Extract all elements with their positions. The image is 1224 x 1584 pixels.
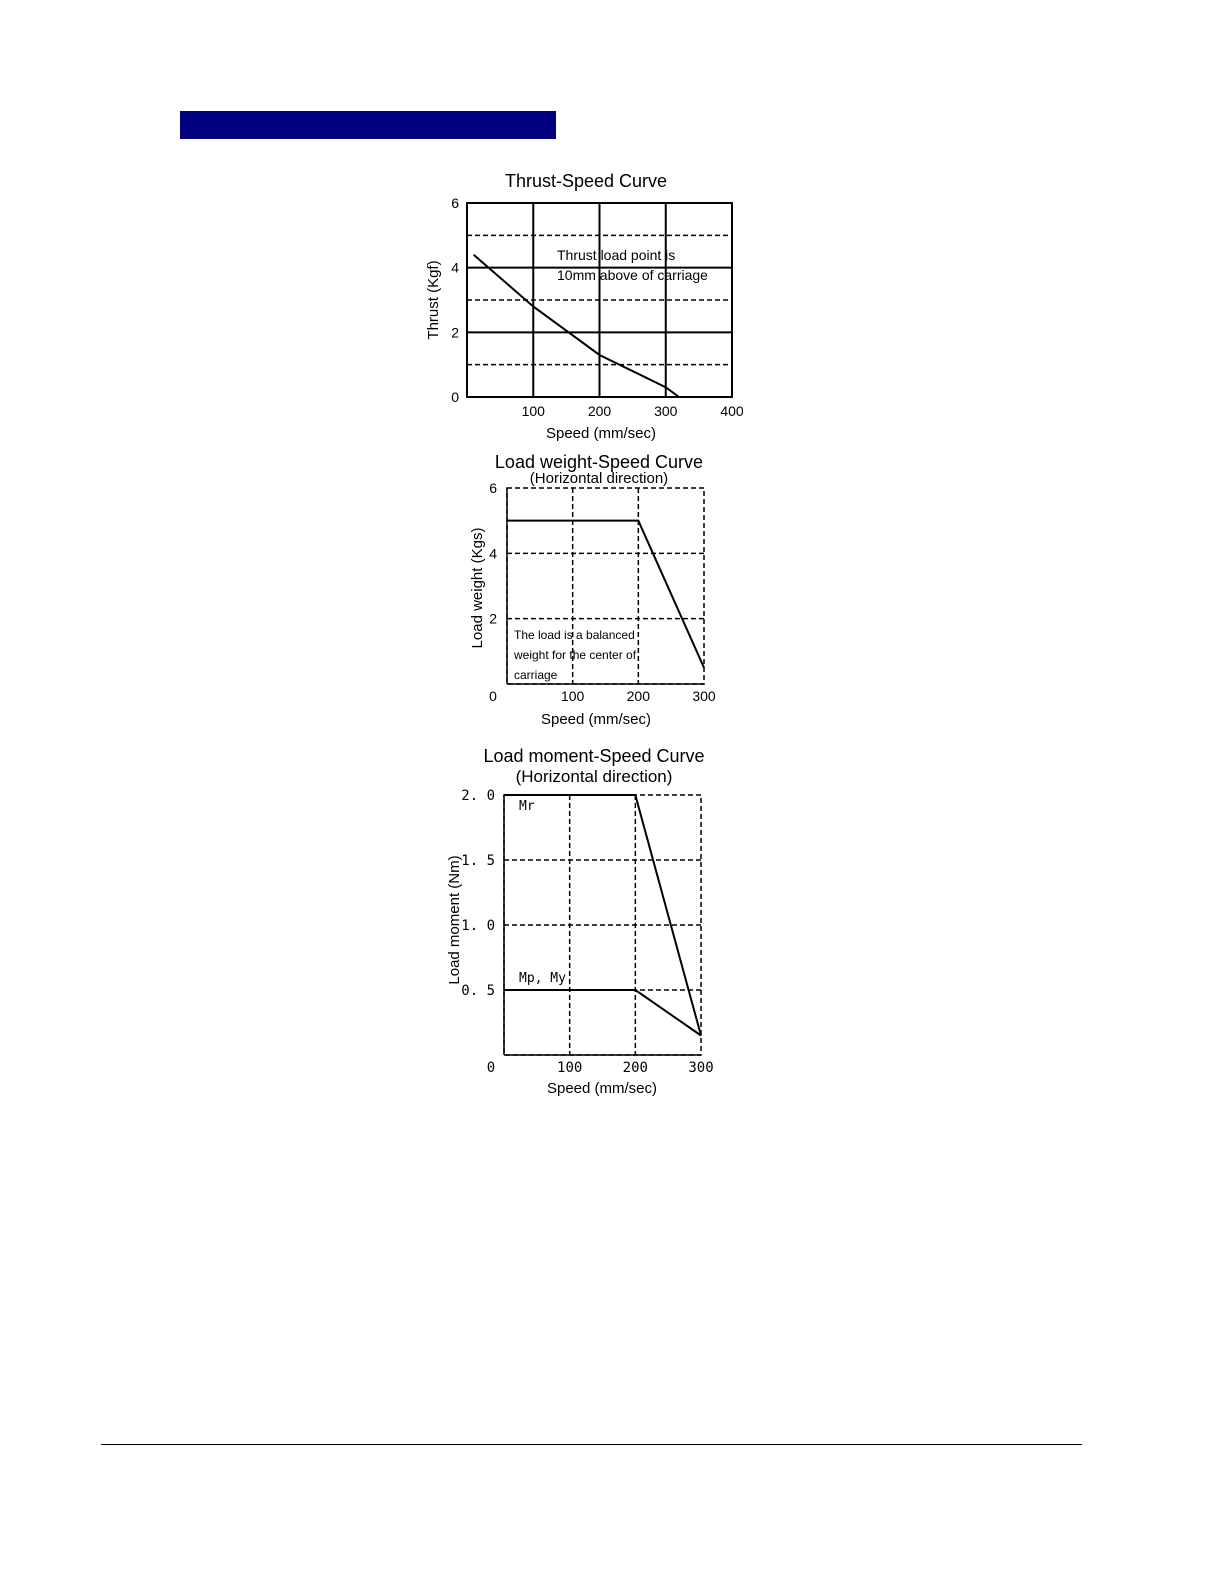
y-tick-label: 6 — [451, 195, 459, 211]
thrust-speed-chart — [400, 160, 760, 450]
x-tick-label: 100 — [560, 688, 585, 704]
x-tick-label: 200 — [587, 403, 612, 419]
x-tick-label: 300 — [692, 688, 716, 704]
x-tick-label: 400 — [720, 403, 744, 419]
y-tick-label: 2. 0 — [461, 788, 495, 804]
section-header-bar — [180, 111, 556, 139]
origin-tick-label: 0 — [489, 688, 497, 704]
y-tick-label: 0. 5 — [461, 983, 495, 999]
series-label-mr: Mr — [519, 799, 535, 814]
series-line-1 — [507, 521, 704, 668]
series-layer — [504, 795, 701, 1036]
chart-subtitle: (Horizontal direction) — [515, 767, 673, 786]
origin-tick-label: 0 — [486, 1060, 496, 1076]
x-tick-label: 200 — [622, 1060, 648, 1076]
chart-title: Load moment-Speed Curve — [483, 746, 705, 766]
annotation-line-1: Thrust load point is — [557, 247, 676, 263]
x-tick-label: 100 — [521, 403, 545, 419]
x-axis-label: Speed (mm/sec) — [545, 425, 657, 442]
series-line-1 — [504, 795, 701, 1036]
load-moment-speed-chart — [440, 740, 740, 1100]
y-tick-label: 1. 5 — [461, 853, 495, 869]
y-tick-label: 0 — [451, 389, 459, 405]
tick-labels — [451, 195, 744, 419]
y-axis-label: Load moment (Nm) — [446, 855, 463, 985]
y-axis-label: Load weight (Kgs) — [469, 527, 486, 649]
x-tick-label: 100 — [557, 1060, 583, 1076]
y-axis-label: Thrust (Kgf) — [425, 260, 442, 340]
x-tick-label: 200 — [626, 688, 651, 704]
y-tick-label: 4 — [489, 545, 497, 562]
y-tick-label: 2 — [489, 610, 497, 627]
series-line-2 — [504, 990, 701, 1036]
chart-title: Load weight-Speed Curve — [494, 452, 704, 472]
load-weight-speed-chart — [460, 448, 740, 738]
x-axis-label: Speed (mm/sec) — [540, 711, 652, 728]
y-tick-label: 6 — [489, 480, 497, 496]
grid-layer — [467, 203, 732, 397]
y-tick-label: 4 — [451, 259, 459, 276]
tick-labels — [461, 788, 713, 1076]
x-tick-label: 300 — [688, 1060, 714, 1076]
x-axis-label: Speed (mm/sec) — [546, 1080, 658, 1097]
series-label-mp-my: Mp, My — [519, 971, 566, 986]
chart-title: Thrust-Speed Curve — [504, 171, 668, 191]
annotation-line-1: The load is a balanced — [514, 628, 635, 642]
series-layer — [507, 521, 704, 668]
chart-subtitle: (Horizontal direction) — [529, 470, 669, 487]
x-tick-label: 300 — [654, 403, 678, 419]
footer-rule — [101, 1444, 1082, 1445]
annotation-line-2: weight for the center of — [514, 648, 637, 662]
annotation-line-3: carriage — [514, 668, 558, 682]
y-tick-label: 2 — [451, 324, 459, 341]
annotation-line-2: 10mm above of carriage — [557, 267, 708, 283]
y-tick-label: 1. 0 — [461, 918, 495, 934]
